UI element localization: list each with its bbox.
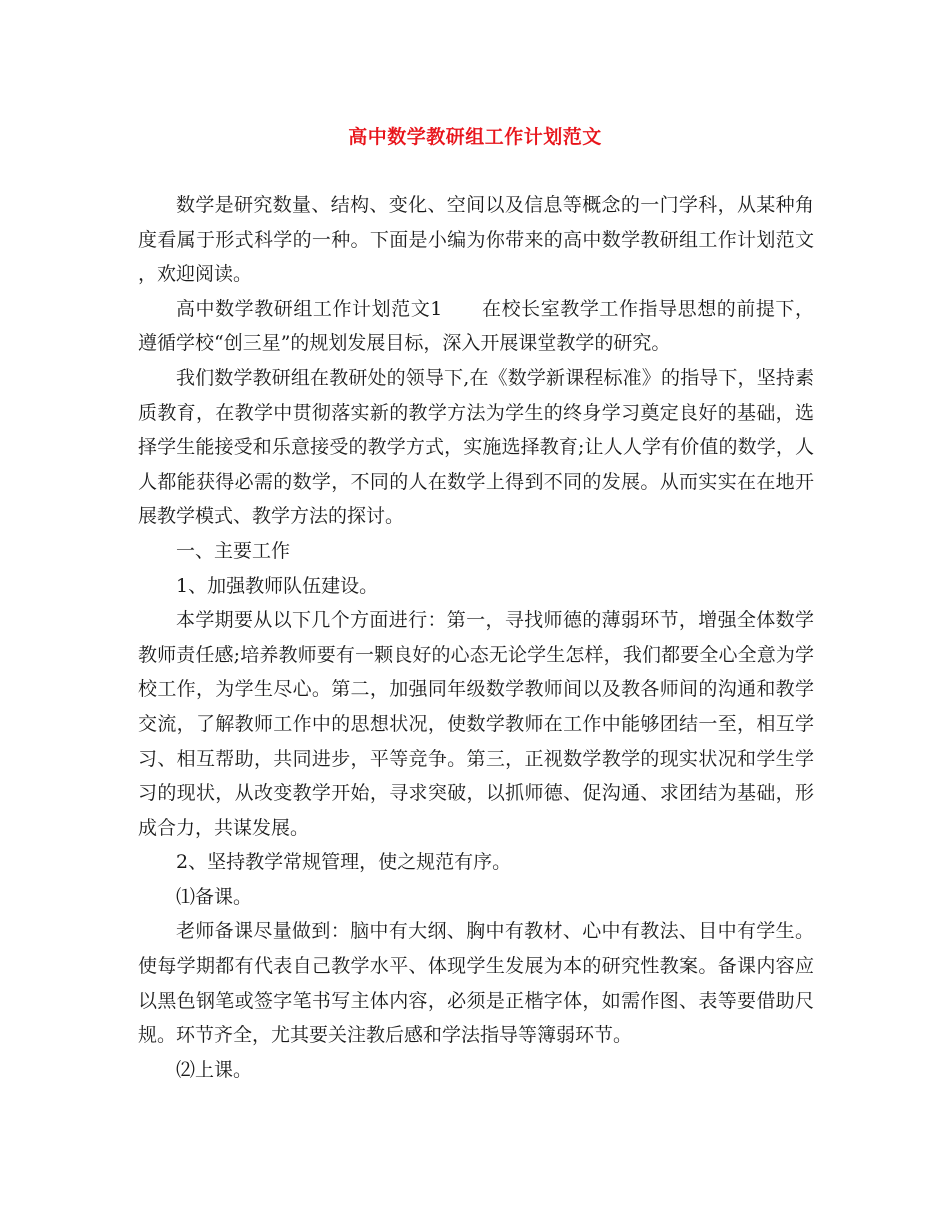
subheading-teacher-team: 1、加强教师队伍建设。 — [176, 574, 379, 597]
teacher-team-paragraph: 本学期要从以下几个方面进行：第一，寻找师德的薄弱环节，增强全体数学教师责任感;培养教师要有一颗良好的心态无论学生怎样，我们都要全心全意为学校工作，为学生尽心。第二，加强同年级数学教师间以及教各师间的沟通和教学交流，了解教师工作中的思想状况，使数学教师在工作中能够团结一至，相互学习、相互帮助，共同进步，平等竞争。第三，正视数学教学的现实状况和学生学习的现状，从改变教学开始，寻求突破，以抓师德、促沟通、求团结为基础，形成合力，共谋发展。 — [138, 609, 814, 839]
guidance-paragraph: 我们数学教研组在教研处的领导下,在《数学新课程标准》的指导下，坚持素质教育，在教学中贯彻落实新的教学方法为学生的终身学习奠定良好的基础，选择学生能接受和乐意接受的教学方式，实施选择教育;让人人学有价值的数学，人人都能获得必需的数学，不同的人在数学上得到不同的发展。从而实实在在地开展教学模式、教学方法的探讨。 — [138, 366, 814, 528]
subheading-teaching: ⑵上课。 — [176, 1058, 253, 1081]
intro-paragraph: 数学是研究数量、结构、变化、空间以及信息等概念的一门学科，从某种角度看属于形式科学的一种。下面是小编为你带来的高中数学教研组工作计划范文 ，欢迎阅读。 — [138, 194, 814, 286]
lesson-prep-paragraph: 老师备课尽量做到：脑中有大纲、胸中有教材、心中有教法、目中有学生。使每学期都有代表自己教学水平、体现学生发展为本的研究性教案。备课内容应以黑色钢笔或签字笔书写主体内容，必须是正楷字体，如需作图、表等要借助尺规。环节齐全，尤其要关注教后感和学法指导等簿弱环节。 — [138, 920, 814, 1047]
subheading-routine-management: 2、坚持教学常规管理，使之规范有序。 — [176, 851, 512, 874]
subheading-lesson-prep: ⑴备课。 — [176, 885, 253, 908]
plan-intro-paragraph: 高中数学教研组工作计划范文1 在校长室教学工作指导思想的前提下，遵循学校“创三星”的规划发展目标，深入开展课堂教学的研究。 — [138, 297, 814, 355]
section-heading-main-work: 一、主要工作 — [176, 539, 291, 562]
document-title: 高中数学教研组工作计划范文 — [348, 126, 602, 148]
document-body — [138, 188, 814, 1087]
